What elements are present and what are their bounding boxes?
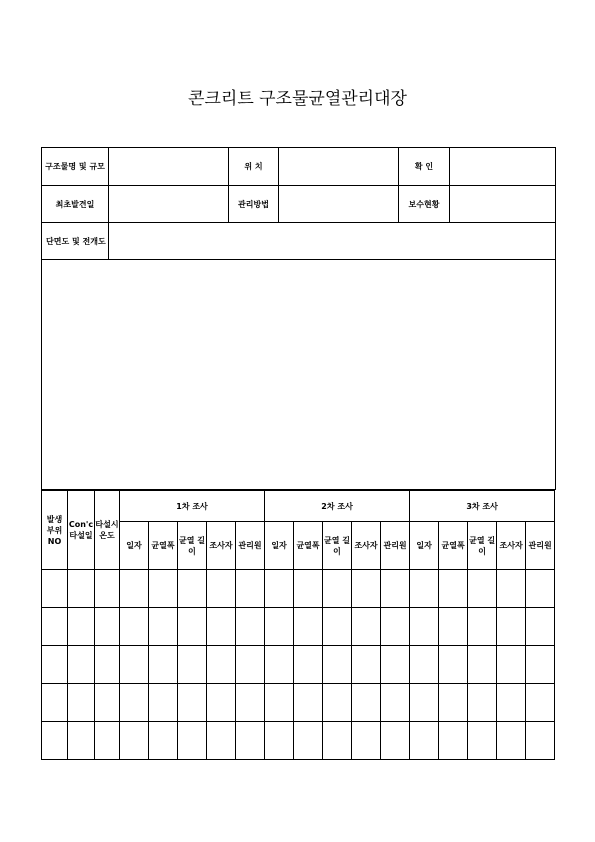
r1-surveyor-header: 조사자: [207, 522, 236, 570]
table-cell[interactable]: [410, 570, 439, 608]
table-cell[interactable]: [149, 684, 178, 722]
mgmt-method-field[interactable]: [279, 186, 399, 223]
table-cell[interactable]: [95, 570, 120, 608]
first-found-field[interactable]: [109, 186, 229, 223]
r1-width-header: 균열폭: [149, 522, 178, 570]
table-cell[interactable]: [95, 684, 120, 722]
table-cell[interactable]: [526, 608, 555, 646]
table-cell[interactable]: [381, 646, 410, 684]
table-cell[interactable]: [178, 570, 207, 608]
table-cell[interactable]: [497, 684, 526, 722]
table-cell[interactable]: [439, 684, 468, 722]
table-cell[interactable]: [439, 570, 468, 608]
table-cell[interactable]: [120, 608, 149, 646]
table-cell[interactable]: [68, 722, 95, 760]
table-cell[interactable]: [95, 646, 120, 684]
table-cell[interactable]: [149, 608, 178, 646]
table-cell[interactable]: [352, 646, 381, 684]
table-cell[interactable]: [42, 608, 68, 646]
table-cell[interactable]: [178, 684, 207, 722]
r2-surveyor-header: 조사자: [352, 522, 381, 570]
table-cell[interactable]: [323, 608, 352, 646]
table-cell[interactable]: [468, 646, 497, 684]
table-cell[interactable]: [526, 646, 555, 684]
table-cell[interactable]: [381, 608, 410, 646]
r3-manager-header: 관리원: [526, 522, 555, 570]
table-cell[interactable]: [439, 722, 468, 760]
table-cell[interactable]: [439, 646, 468, 684]
table-cell[interactable]: [236, 646, 265, 684]
table-cell[interactable]: [265, 722, 294, 760]
repair-label: 보수현황: [399, 186, 450, 223]
table-cell[interactable]: [42, 684, 68, 722]
table-cell[interactable]: [120, 684, 149, 722]
table-cell[interactable]: [42, 722, 68, 760]
first-found-label: 최초발견일: [42, 186, 109, 223]
table-cell[interactable]: [68, 646, 95, 684]
table-cell[interactable]: [207, 684, 236, 722]
r3-width-header: 균열폭: [439, 522, 468, 570]
table-cell[interactable]: [265, 570, 294, 608]
survey-body: [42, 570, 555, 760]
table-cell[interactable]: [323, 570, 352, 608]
r3-date-header: 일자: [410, 522, 439, 570]
table-cell[interactable]: [120, 722, 149, 760]
table-cell[interactable]: [468, 570, 497, 608]
table-cell[interactable]: [410, 684, 439, 722]
table-cell[interactable]: [410, 722, 439, 760]
table-cell[interactable]: [381, 684, 410, 722]
r2-manager-header: 관리원: [381, 522, 410, 570]
table-cell[interactable]: [294, 646, 323, 684]
table-cell[interactable]: [381, 722, 410, 760]
table-cell[interactable]: [468, 608, 497, 646]
structure-label: 구조물명 및 규모: [42, 148, 109, 186]
table-cell[interactable]: [352, 570, 381, 608]
info-row-drawing: [42, 223, 556, 260]
table-cell[interactable]: [42, 646, 68, 684]
r3-length-header: 균열 길이: [468, 522, 497, 570]
table-cell[interactable]: [207, 570, 236, 608]
pour-temp-header: 타설시 온도: [95, 491, 120, 570]
table-cell[interactable]: [178, 646, 207, 684]
table-cell[interactable]: [468, 722, 497, 760]
drawing-label: 단면도 및 전개도: [42, 223, 109, 260]
concrete-date-header: Con'c 타설일: [68, 491, 95, 570]
table-cell[interactable]: [294, 684, 323, 722]
table-cell[interactable]: [149, 722, 178, 760]
location-no-header: 발생 부위NO: [42, 491, 68, 570]
drawing-header-field[interactable]: [109, 223, 556, 260]
table-cell[interactable]: [497, 646, 526, 684]
table-cell[interactable]: [497, 608, 526, 646]
table-cell[interactable]: [265, 684, 294, 722]
r1-length-header: 균열 길이: [178, 522, 207, 570]
page-title: 콘크리트 구조물균열관리대장: [188, 89, 407, 109]
table-cell[interactable]: [207, 722, 236, 760]
info-row-structure: [42, 148, 556, 186]
table-cell[interactable]: [265, 608, 294, 646]
table-cell[interactable]: [410, 608, 439, 646]
table-cell[interactable]: [207, 646, 236, 684]
table-cell[interactable]: [236, 684, 265, 722]
table-cell[interactable]: [207, 608, 236, 646]
r2-length-header: 균열 길이: [323, 522, 352, 570]
location-field[interactable]: [279, 148, 399, 186]
table-cell[interactable]: [497, 722, 526, 760]
table-cell[interactable]: [294, 722, 323, 760]
survey-table: [41, 490, 555, 760]
table-cell[interactable]: [149, 570, 178, 608]
table-cell[interactable]: [526, 684, 555, 722]
confirm-label: 확 인: [399, 148, 450, 186]
repair-field[interactable]: [450, 186, 556, 223]
table-row: [42, 608, 555, 646]
survey-header-row-1: [42, 491, 555, 522]
table-cell[interactable]: [497, 570, 526, 608]
info-table: [41, 147, 556, 490]
table-cell[interactable]: [352, 608, 381, 646]
table-cell[interactable]: [352, 684, 381, 722]
r3-surveyor-header: 조사자: [497, 522, 526, 570]
mgmt-method-label: 관리방법: [229, 186, 279, 223]
round-3-header: 3차 조사: [410, 491, 555, 522]
table-row: [42, 684, 555, 722]
table-cell[interactable]: [526, 722, 555, 760]
table-cell[interactable]: [149, 646, 178, 684]
r2-width-header: 균열폭: [294, 522, 323, 570]
table-cell[interactable]: [42, 570, 68, 608]
table-cell[interactable]: [120, 646, 149, 684]
table-cell[interactable]: [95, 608, 120, 646]
table-cell[interactable]: [294, 608, 323, 646]
info-row-drawing-area: [42, 260, 556, 490]
table-cell[interactable]: [178, 722, 207, 760]
table-cell[interactable]: [410, 646, 439, 684]
table-cell[interactable]: [120, 570, 149, 608]
table-cell[interactable]: [95, 722, 120, 760]
table-row: [42, 570, 555, 608]
round-1-header: 1차 조사: [120, 491, 265, 522]
table-cell[interactable]: [236, 570, 265, 608]
table-cell[interactable]: [439, 608, 468, 646]
table-cell[interactable]: [323, 684, 352, 722]
r1-date-header: 일자: [120, 522, 149, 570]
r2-date-header: 일자: [265, 522, 294, 570]
r1-manager-header: 관리원: [236, 522, 265, 570]
table-cell[interactable]: [265, 646, 294, 684]
table-row: [42, 646, 555, 684]
round-2-header: 2차 조사: [265, 491, 410, 522]
table-cell[interactable]: [68, 608, 95, 646]
table-cell[interactable]: [323, 722, 352, 760]
table-row: [42, 722, 555, 760]
table-cell[interactable]: [236, 722, 265, 760]
table-cell[interactable]: [68, 684, 95, 722]
table-cell[interactable]: [352, 722, 381, 760]
table-cell[interactable]: [68, 570, 95, 608]
table-cell[interactable]: [294, 570, 323, 608]
drawing-area[interactable]: [42, 260, 556, 490]
structure-field[interactable]: [109, 148, 229, 186]
confirm-field[interactable]: [450, 148, 556, 186]
table-cell[interactable]: [381, 570, 410, 608]
table-cell[interactable]: [323, 646, 352, 684]
table-cell[interactable]: [526, 570, 555, 608]
info-row-first-found: [42, 186, 556, 223]
location-label: 위 치: [229, 148, 279, 186]
table-cell[interactable]: [178, 608, 207, 646]
table-cell[interactable]: [468, 684, 497, 722]
table-cell[interactable]: [236, 608, 265, 646]
